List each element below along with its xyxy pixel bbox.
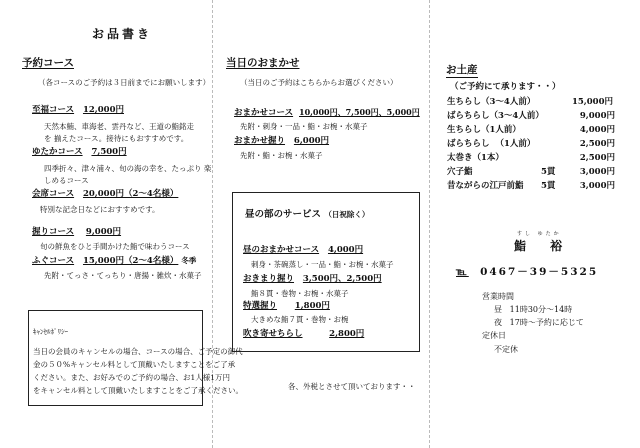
course-name: おまかせ握り	[234, 136, 286, 146]
omakase-nigiri	[234, 137, 329, 147]
souvenir-price: 15,000円	[571, 97, 613, 107]
lunch-title: 昼の部のサービス	[245, 209, 322, 220]
souvenir-price: 9,000円	[579, 111, 615, 121]
course-price: 4,000円	[327, 245, 364, 255]
tax-note: 各、外税とさせて頂いております・・	[288, 382, 416, 391]
lunch-heading	[245, 210, 369, 221]
cancel-policy-box	[28, 310, 243, 406]
course-name: おきまり握り	[243, 274, 295, 284]
souvenir-qty: 5貫	[541, 181, 556, 191]
menu-title: お品書き	[92, 27, 153, 41]
course-price: 15,000円（2～4名様）	[82, 256, 179, 266]
lunch-tokusen	[243, 302, 330, 312]
lunch-okimari	[243, 275, 382, 285]
course-fugu	[32, 257, 196, 267]
course-name: 吹き寄せちらし	[243, 329, 303, 339]
course-name: 握りコース	[32, 227, 75, 237]
souvenir-price: 4,000円	[579, 125, 615, 135]
cancel-policy-line: 金の５０%キャンセル料として頂戴いたしますことをご了承	[33, 360, 236, 369]
course-desc: 天然本鮪、車海老、雲丹など、王道の鮨銘走を 揃えたコース。接待にもおすすめです。	[44, 122, 194, 143]
omakase-heading: 当日のおまかせ	[226, 57, 300, 69]
phone-number: 0467－39－5325	[480, 266, 599, 278]
souvenir-note: （ご予約にて承ります・・）	[450, 82, 561, 92]
course-name: ゆたかコース	[32, 147, 83, 157]
course-nigiri	[32, 228, 121, 238]
shop-name: 鮨 裕	[514, 239, 573, 253]
course-season: 冬季	[181, 256, 197, 265]
souvenir-price: 3,000円	[579, 181, 615, 191]
course-desc: 刺身・茶碗蒸し・一品・鮨・お椀・水菓子	[251, 260, 394, 269]
holiday-value: 不定休	[494, 345, 518, 354]
souvenir-name: 昔ながらの江戸前鮨	[447, 181, 524, 191]
course-name: 至福コース	[32, 105, 75, 115]
course-desc: 四季折々、津々浦々、旬の海の幸を、たっぷり 楽しめるコース	[44, 164, 212, 185]
lunch-service-box	[232, 192, 420, 352]
omakase-course	[234, 108, 420, 119]
course-name: ふぐコース	[32, 256, 75, 266]
souvenir-price: 2,500円	[579, 139, 615, 149]
course-yutaka	[32, 148, 127, 158]
course-price: 2,800円	[329, 329, 365, 339]
course-kaiseki	[32, 190, 178, 200]
cancel-policy-line: 当日の会員のキャンセルの場合、コースの場合、ご予定の御代	[33, 347, 243, 356]
course-desc: 旬の鮮魚をひと手間かけた鮨で味わうコース	[40, 242, 190, 251]
course-price: 20,000円（2～4名様）	[82, 189, 179, 199]
souvenir-price: 2,500円	[579, 153, 615, 163]
course-desc: 鮨８貫・巻物・お椀・水菓子	[251, 289, 349, 298]
omakase-note: （当日のご予約はこちらからお選びください）	[240, 78, 398, 87]
hours-day: 昼 11時30分～14時	[494, 305, 573, 314]
souvenir-name: ばらちらし （1人前）	[447, 139, 536, 149]
course-desc: 先附・てっさ・てっちり・唐揚・雑炊・水菓子	[44, 271, 202, 280]
fold-line-right	[429, 0, 430, 448]
course-desc: 先附・刺身・一品・鮨・お椀・水菓子	[240, 122, 368, 131]
course-name: 昼のおまかせコース	[243, 245, 320, 255]
souvenir-price: 3,000円	[579, 167, 615, 177]
course-price: 3,500円、2,500円	[302, 274, 382, 284]
course-desc: 先附・鮨・お椀・水菓子	[240, 151, 323, 160]
cancel-policy-title: ｷｬﾝｾﾙﾎﾟﾘｼｰ	[33, 328, 68, 336]
reservation-note: （各コースのご予約は３日前までにお願いします）	[38, 78, 211, 87]
souvenir-qty: 5貫	[541, 167, 556, 177]
phone-icon: ℡	[456, 267, 469, 278]
course-shifuku	[32, 106, 124, 116]
course-desc: 特別な記念日などにおすすめです。	[40, 205, 160, 214]
course-price: 9,000円	[85, 227, 122, 237]
course-name: おまかせコース	[234, 108, 294, 118]
souvenir-name: 生ちらし（3～4人前）	[447, 97, 536, 107]
souvenir-name: 太巻き（1本）	[447, 153, 504, 163]
hours-night: 夜 17時～予約に応じて	[494, 318, 584, 327]
course-price: 7,500円	[91, 147, 127, 157]
souvenir-heading: お土産	[446, 64, 478, 78]
course-price: 1,800円	[294, 301, 330, 311]
course-desc: 大きめな鮨７貫・巻物・お椀	[251, 315, 349, 324]
course-price: 6,000円	[293, 136, 330, 146]
course-name: 会席コース	[32, 189, 75, 199]
hours-label: 営業時間	[482, 292, 514, 301]
cancel-policy-line: ください。また、お好みでのご予約の場合、お1人様1万円	[33, 373, 231, 382]
souvenir-name: 生ちらし（1人前）	[447, 125, 521, 135]
souvenir-name: ばらちらし（3～4人前）	[447, 111, 544, 121]
shop-name-ruby: すし ゆたか	[517, 231, 562, 237]
shop-phone	[456, 266, 598, 279]
holiday-label: 定休日	[482, 331, 506, 340]
lunch-omakase	[243, 246, 363, 256]
lunch-sub: （日祝除く）	[324, 210, 370, 219]
reservation-heading: 予約コース	[22, 57, 74, 69]
souvenir-name: 穴子鮨	[447, 167, 473, 177]
lunch-chirashi	[243, 330, 364, 340]
course-name: 特選握り	[243, 301, 278, 311]
course-price: 10,000円、7,500円、5,000円	[299, 107, 420, 117]
course-price: 12,000円	[82, 105, 124, 115]
cancel-policy-line: をキャンセル料として頂戴いたしますことをご了承ください。	[33, 386, 243, 395]
